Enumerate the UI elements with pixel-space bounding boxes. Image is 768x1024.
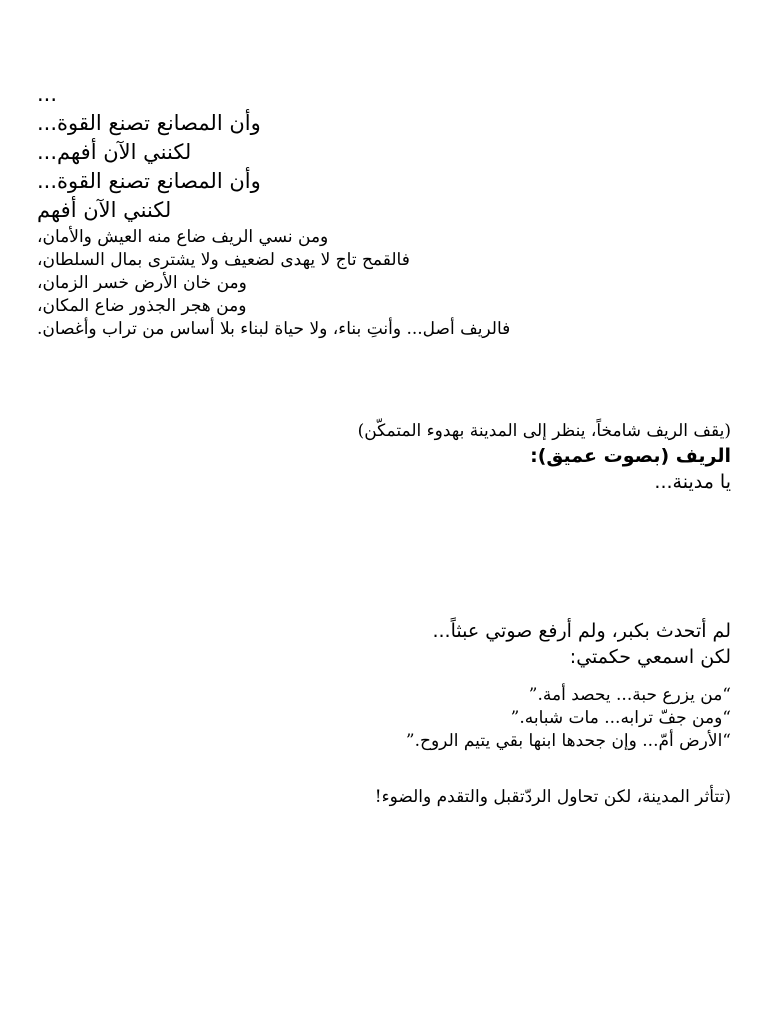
speech-line: لم أتحدث بكبر، ولم أرفع صوتي عبثاً... [432, 620, 731, 642]
poem-line: لكنني الآن أفهم... [37, 140, 192, 164]
proverb-line: “ومن جفّ ترابه... مات شبابه.” [510, 708, 731, 728]
verse-line: ومن نسي الريف ضاع منه العيش والأمان، [37, 227, 329, 247]
verse-line: ومن هجر الجذور ضاع المكان، [37, 296, 247, 316]
speech-line: لكن اسمعي حكمتي: [569, 646, 731, 668]
poem-line: لكنني الآن أفهم [37, 198, 172, 222]
closing-block [31, 786, 731, 809]
closing-stage-direction: (تتأثر المدينة، لكن تحاول الردّتقبل والتقدم والضوء! [374, 787, 731, 807]
proverb-line: “من يزرع حبة... يحصد أمة.” [528, 685, 731, 705]
speech-block [31, 618, 731, 670]
proverb-line: “الأرض أمّ... وإن جحدها ابنها بقي يتيم الروح.” [405, 731, 731, 751]
proverbs-block [31, 684, 731, 753]
address-line: يا مدينة... [654, 471, 731, 493]
scene-block [31, 420, 731, 495]
poem-verses-block [37, 226, 637, 341]
ellipsis-line: ... [37, 82, 58, 106]
poem-top-block [37, 80, 637, 225]
verse-line: فالقمح تاج لا يهدى لضعيف ولا يشترى بمال السلطان، [37, 250, 410, 270]
verse-line: ومن خان الأرض خسر الزمان، [37, 273, 247, 293]
stage-direction: (يقف الريف شامخاً، ينظر إلى المدينة بهدوء المتمكّن) [357, 421, 731, 441]
poem-line: وأن المصانع تصنع القوة... [37, 111, 261, 135]
poem-line: وأن المصانع تصنع القوة... [37, 169, 261, 193]
speaker-label: الريف (بصوت عميق): [530, 445, 731, 467]
verse-line: فالريف أصل... وأنتِ بناء، ولا حياة لبناء بلا أساس من تراب وأغصان. [37, 319, 511, 339]
